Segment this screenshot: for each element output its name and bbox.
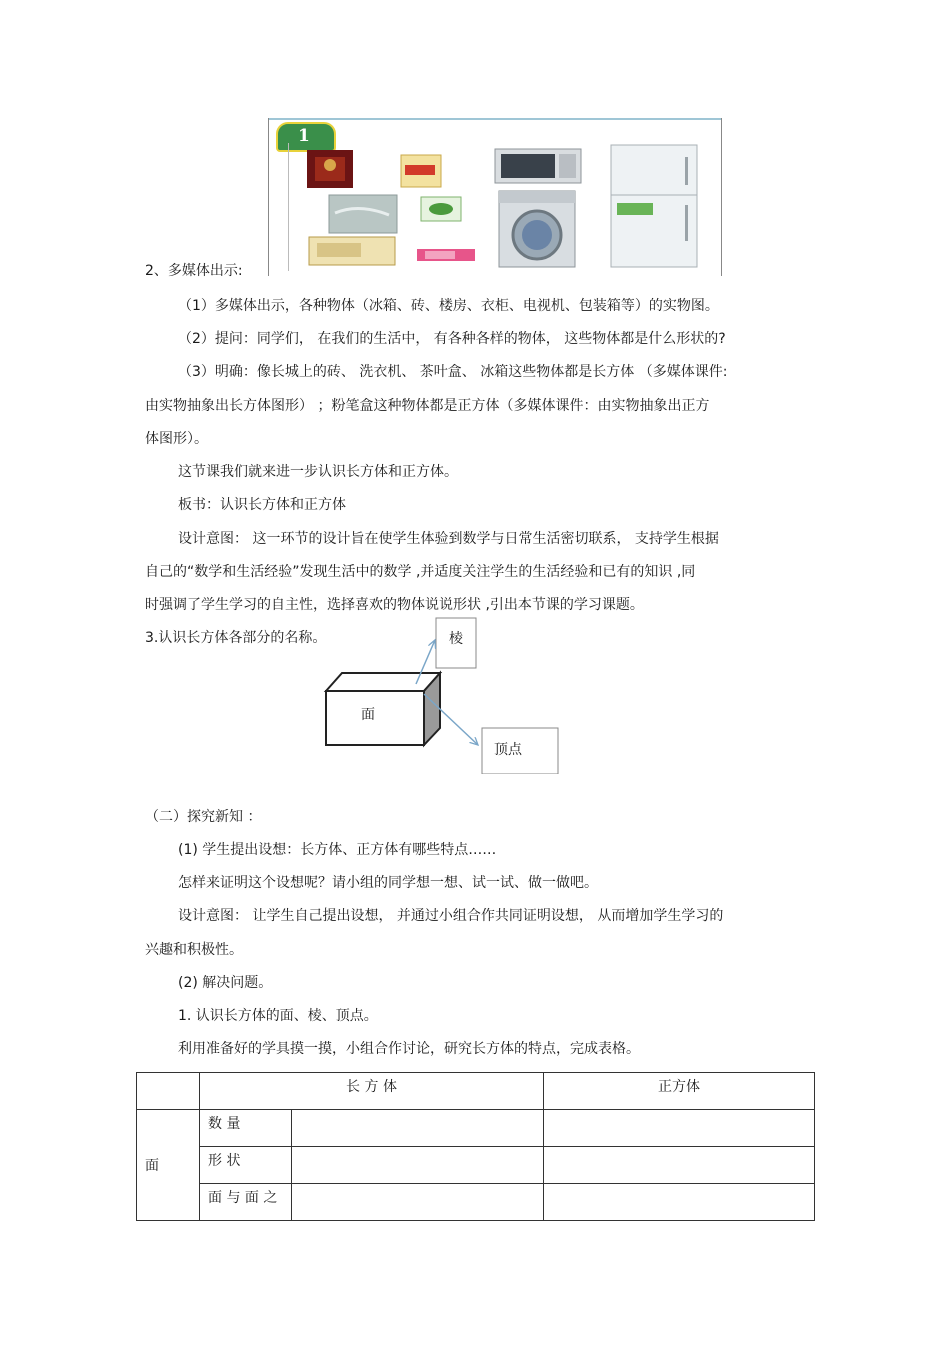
cuboid-diagram — [320, 614, 565, 774]
objects-drawing — [289, 143, 705, 271]
cell-cube-count[interactable] — [544, 1110, 815, 1147]
board-writing: 板书：认识长方体和正方体 — [178, 497, 346, 513]
microwave-image — [495, 149, 581, 183]
item-2: （2）提问：同学们， 在我们的生活中， 有各种各样的物体， 这些物体都是什么形状的? — [178, 331, 726, 347]
cell-cube-shape[interactable] — [544, 1147, 815, 1184]
design-intent-2-line2: 兴趣和积极性。 — [145, 942, 243, 958]
table-corner-cell — [137, 1073, 200, 1110]
brick-box-image — [329, 195, 397, 233]
item-3-end: 体图形）。 — [145, 431, 208, 447]
objects-illustration — [268, 118, 722, 276]
objects-panel — [288, 143, 705, 271]
cuboid-shape — [326, 673, 440, 745]
face-label: 面 — [361, 707, 375, 723]
edge-label: 棱 — [449, 631, 463, 647]
cell-cuboid-relation[interactable] — [292, 1184, 544, 1221]
part-2-heading: （二）探究新知 ： — [145, 809, 262, 825]
wardrobe-box-image — [307, 150, 353, 188]
vertex-label: 顶点 — [494, 742, 522, 758]
activity-line: 利用准备好的学具摸一摸，小组合作讨论，研究长方体的特点，完成表格。 — [178, 1041, 640, 1057]
row-group-face: 面 — [137, 1110, 200, 1221]
hypothesis-line: (1) 学生提出设想：长方体、正方体有哪些特点…… — [178, 842, 497, 858]
design-intent-1-line3: 时强调了学生学习的自主性，选择喜欢的物体说说形状 ,引出本节课的学习课题。 — [145, 597, 644, 613]
section-3-title: 3.认识长方体各部分的名称。 — [145, 630, 327, 646]
header-cuboid: 长 方 体 — [200, 1073, 544, 1110]
tea-box-image — [309, 237, 395, 265]
tea-pack-image — [421, 197, 461, 221]
gift-box-image — [401, 155, 441, 187]
table-header-row — [137, 1073, 815, 1110]
lesson-line: 这节课我们就来进一步认识长方体和正方体。 — [178, 464, 458, 480]
pencil-box-image — [417, 249, 475, 261]
item-3: （3）明确：像长城上的砖、 洗衣机、 茶叶盒、 冰箱这些物体都是长方体 （多媒体课件: — [178, 364, 728, 380]
item-1: （1）多媒体出示，各种物体（冰箱、砖、楼房、衣柜、电视机、包装箱等）的实物图。 — [178, 298, 719, 314]
row-label-count: 数 量 — [200, 1110, 292, 1147]
prove-line: 怎样来证明这个设想呢？请小组的同学想一想、试一试、做一做吧。 — [178, 875, 598, 891]
table-row — [137, 1110, 815, 1147]
cell-cube-relation[interactable] — [544, 1184, 815, 1221]
illustration-left-border — [268, 118, 269, 276]
solve-heading: (2) 解决问题。 — [178, 975, 273, 991]
item-3-continued: 由实物抽象出长方体图形） ；粉笔盒这种物体都是正方体（多媒体课件：由实物抽象出正方 — [145, 398, 710, 414]
illustration-top-border — [268, 118, 722, 120]
refrigerator-image — [611, 145, 697, 267]
design-intent-2-line1: 设计意图： 让学生自己提出设想， 并通过小组合作共同证明设想， 从而增加学生学习的 — [178, 908, 724, 924]
cell-cuboid-count[interactable] — [292, 1110, 544, 1147]
row-label-relation: 面 与 面 之 — [200, 1184, 292, 1221]
recognize-line: 1. 认识长方体的面、棱、顶点。 — [178, 1008, 378, 1024]
design-intent-1-line1: 设计意图： 这一环节的设计旨在使学生体验到数学与日常生活密切联系， 支持学生根据 — [178, 531, 719, 547]
number-badge: 1 — [276, 122, 336, 152]
washing-machine-image — [499, 191, 575, 267]
design-intent-1-line2: 自己的“数学和生活经验”发现生活中的数学 ,并适度关注学生的生活经验和已有的知识 ,同 — [145, 564, 696, 580]
header-cube: 正方体 — [544, 1073, 815, 1110]
table-row — [137, 1184, 815, 1221]
properties-table — [136, 1072, 815, 1221]
illustration-right-border — [721, 118, 722, 276]
multimedia-heading: 2、多媒体出示: — [145, 263, 243, 279]
row-label-shape: 形 状 — [200, 1147, 292, 1184]
cell-cuboid-shape[interactable] — [292, 1147, 544, 1184]
table-row — [137, 1147, 815, 1184]
